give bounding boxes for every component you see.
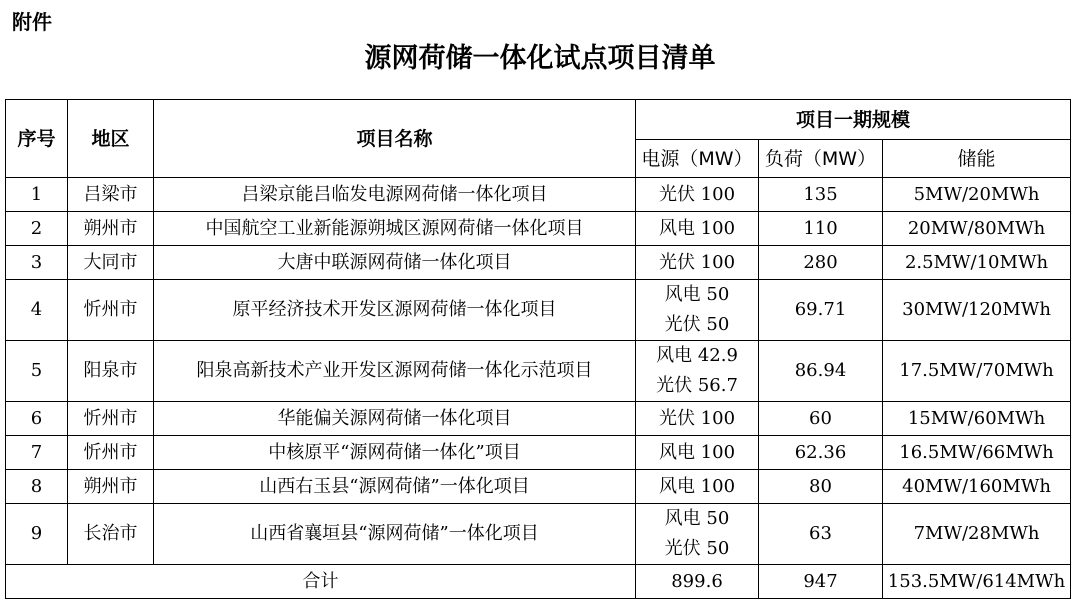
cell-storage: 15MW/60MWh (883, 402, 1071, 436)
cell-load: 135 (759, 178, 883, 212)
power-line: 风电 42.9 (656, 345, 738, 366)
cell-load: 62.36 (759, 436, 883, 470)
cell-power (636, 178, 759, 212)
table-row (6, 212, 1071, 246)
cell-power (636, 246, 759, 280)
power-line: 光伏 100 (658, 251, 736, 273)
cell-load: 80 (759, 470, 883, 504)
cell-power (636, 212, 759, 246)
cell-region: 大同市 (68, 246, 154, 280)
cell-power (636, 470, 759, 504)
cell-power (636, 436, 759, 470)
cell-seq: 4 (6, 280, 68, 341)
total-load: 947 (759, 565, 883, 599)
total-storage: 153.5MW/614MWh (883, 565, 1071, 599)
table-row (6, 280, 1071, 341)
cell-storage: 2.5MW/10MWh (883, 246, 1071, 280)
cell-region: 忻州市 (68, 280, 154, 341)
table-row (6, 436, 1071, 470)
cell-seq: 1 (6, 178, 68, 212)
cell-project-name: 大唐中联源网荷储一体化项目 (154, 246, 636, 280)
total-row (6, 565, 1071, 599)
power-line: 风电 100 (658, 217, 736, 239)
power-line: 风电 50 (664, 508, 730, 529)
cell-project-name: 中核原平“源网荷储一体化”项目 (154, 436, 636, 470)
cell-region: 忻州市 (68, 402, 154, 436)
power-line: 风电 100 (658, 475, 736, 497)
cell-storage: 40MW/160MWh (883, 470, 1071, 504)
power-line: 风电 100 (658, 441, 736, 463)
project-table (5, 99, 1071, 599)
cell-storage: 5MW/20MWh (883, 178, 1071, 212)
cell-load: 63 (759, 504, 883, 565)
cell-power (636, 341, 759, 402)
total-power: 899.6 (636, 565, 759, 599)
cell-power (636, 402, 759, 436)
cell-load: 110 (759, 212, 883, 246)
attachment-label: 附件 (12, 10, 52, 34)
header-seq: 序号 (6, 100, 68, 178)
cell-seq: 6 (6, 402, 68, 436)
power-line: 光伏 50 (664, 538, 730, 559)
cell-load: 280 (759, 246, 883, 280)
cell-project-name: 山西省襄垣县“源网荷储”一体化项目 (154, 504, 636, 565)
cell-power (636, 280, 759, 341)
cell-seq: 2 (6, 212, 68, 246)
cell-seq: 7 (6, 436, 68, 470)
cell-project-name: 原平经济技术开发区源网荷储一体化项目 (154, 280, 636, 341)
cell-project-name: 华能偏关源网荷储一体化项目 (154, 402, 636, 436)
cell-storage: 7MW/28MWh (883, 504, 1071, 565)
table-row (6, 246, 1071, 280)
total-label: 合计 (6, 565, 636, 599)
cell-region: 吕梁市 (68, 178, 154, 212)
cell-seq: 3 (6, 246, 68, 280)
power-line: 光伏 50 (664, 314, 730, 335)
header-load: 负荷（MW） (759, 140, 883, 178)
header-storage: 储能 (883, 140, 1071, 178)
cell-project-name: 吕梁京能吕临发电源网荷储一体化项目 (154, 178, 636, 212)
power-line: 光伏 100 (658, 183, 736, 205)
cell-storage: 30MW/120MWh (883, 280, 1071, 341)
cell-load: 86.94 (759, 341, 883, 402)
cell-load: 60 (759, 402, 883, 436)
cell-seq: 9 (6, 504, 68, 565)
cell-project-name: 中国航空工业新能源朔城区源网荷储一体化项目 (154, 212, 636, 246)
page-title: 源网荷储一体化试点项目清单 (364, 43, 716, 74)
cell-seq: 8 (6, 470, 68, 504)
power-line: 光伏 56.7 (656, 375, 738, 396)
table-row (6, 470, 1071, 504)
cell-region: 阳泉市 (68, 341, 154, 402)
cell-region: 朔州市 (68, 212, 154, 246)
cell-project-name: 阳泉高新技术产业开发区源网荷储一体化示范项目 (154, 341, 636, 402)
header-project-name: 项目名称 (154, 100, 636, 178)
cell-storage: 17.5MW/70MWh (883, 341, 1071, 402)
cell-power (636, 504, 759, 565)
cell-region: 长治市 (68, 504, 154, 565)
table-row (6, 504, 1071, 565)
header-phase1-scale: 项目一期规模 (636, 100, 1071, 140)
table-row (6, 178, 1071, 212)
header-power: 电源（MW） (636, 140, 759, 178)
cell-region: 朔州市 (68, 470, 154, 504)
cell-storage: 16.5MW/66MWh (883, 436, 1071, 470)
table-row (6, 402, 1071, 436)
cell-seq: 5 (6, 341, 68, 402)
table-row (6, 341, 1071, 402)
cell-load: 69.71 (759, 280, 883, 341)
power-line: 光伏 100 (658, 407, 736, 429)
header-region: 地区 (68, 100, 154, 178)
power-line: 风电 50 (664, 284, 730, 305)
cell-project-name: 山西右玉县“源网荷储”一体化项目 (154, 470, 636, 504)
cell-storage: 20MW/80MWh (883, 212, 1071, 246)
cell-region: 忻州市 (68, 436, 154, 470)
